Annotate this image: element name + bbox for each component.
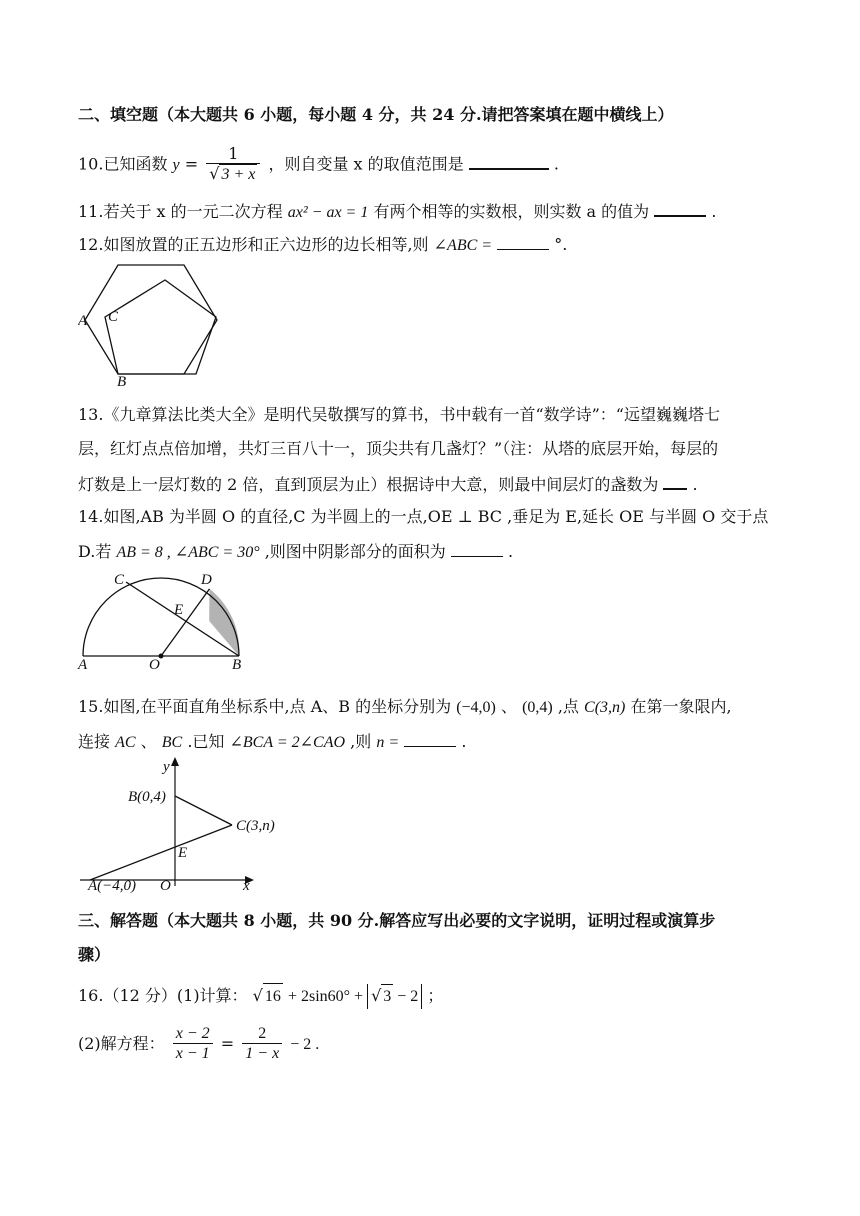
q16-radicand-16: 16 [263, 983, 283, 1010]
q11-text2: 有两个相等的实数根，则实数 a 的值为 [373, 202, 650, 221]
q10-fraction [206, 145, 260, 185]
hexagon-shape [85, 265, 217, 374]
q15-line2a: 连接 [78, 732, 111, 751]
q13-end: . [692, 475, 698, 494]
question-13-line3 [78, 472, 698, 496]
fig15-label-y: y [163, 759, 170, 775]
q16-fraction-1 [173, 1025, 213, 1064]
q10-prefix: 10.已知函数 [78, 154, 168, 174]
question-15-line2 [78, 730, 466, 754]
q15-coord-b: (0,4) [522, 699, 553, 716]
q16-eq: = [220, 1034, 235, 1053]
fig15-label-x: x [243, 878, 250, 894]
q16-end1: ； [427, 986, 444, 1005]
question-11 [78, 199, 716, 224]
q15-line1a: 15.如图,在平面直角坐标系中,点 A、B 的坐标分别为 [78, 697, 452, 716]
question-14-line2 [78, 540, 513, 564]
fig15-label-o: O [160, 878, 171, 894]
q12-answer-blank[interactable] [497, 233, 549, 250]
pentagon-shape [105, 280, 216, 374]
y-axis-arrow-icon [171, 757, 179, 766]
question-15-line1 [78, 696, 732, 719]
q15-bc: BC [161, 734, 183, 751]
q16-f1-den: x − 1 [175, 1045, 210, 1062]
q16-f2-num: 2 [242, 1025, 282, 1044]
q15-condition: ∠BCA = 2∠CAO [229, 734, 346, 751]
q10-y: y [172, 156, 180, 174]
q11-end: . [711, 202, 717, 221]
q15-line1b: ,点 [557, 697, 579, 716]
fig15-label-b: B(0,4) [128, 789, 166, 805]
fig12-label-b: B [117, 374, 127, 390]
q12-text1: 12.如图放置的正五边形和正六边形的边长相等,则 [78, 235, 429, 254]
section2-title: 二、填空题（本大题共 6 小题，每小题 4 分，共 24 分.请把答案填在题中横线上） [78, 105, 674, 124]
q13-line3-text: 灯数是上一层灯数的 2 倍，直到顶层为止）根据诗中大意，则最中间层灯的盏数为 [78, 475, 659, 494]
fig12-label-a: A [78, 313, 88, 329]
q15-end: . [461, 732, 467, 751]
q15-ac: AC [115, 734, 136, 751]
fig14-label-o: O [149, 657, 160, 672]
q10-frac-den: √ 3 + x [209, 164, 256, 183]
q15-coord-c: C(3,n) [584, 699, 626, 716]
section3-title-line2: 骤） [78, 945, 111, 964]
segment-ac [90, 825, 232, 880]
question-16-part1 [78, 983, 443, 1010]
q16-part1-label: 16.（12 分）(1)计算： [78, 986, 248, 1005]
q16-fraction-2 [242, 1025, 282, 1064]
question-12 [78, 233, 567, 257]
q13-answer-blank[interactable] [663, 472, 687, 490]
q15-sep2: 、 [140, 732, 157, 751]
q15-line2b: .已知 [187, 732, 225, 751]
q16-mid: + 2sin60° + [287, 988, 368, 1005]
q11-equation: ax² − ax = 1 [287, 204, 369, 221]
q16-absolute-value: √ 3 − 2 [367, 984, 422, 1009]
fig14-label-a: A [78, 657, 88, 672]
fig14-label-b: B [232, 657, 242, 672]
q14-line2a: D.若 [78, 542, 112, 561]
fig14-label-d: D [201, 572, 212, 588]
q14-end: . [508, 542, 514, 561]
q12-end: °. [554, 235, 568, 254]
q15-sep: 、 [500, 697, 517, 716]
q16-f1-num: x − 2 [173, 1025, 213, 1044]
figure-12 [78, 258, 228, 390]
q10-text: ，则自变量 x 的取值范围是 [268, 154, 464, 174]
question-14-line1: 14.如图,AB 为半圆 O 的直径,C 为半圆上的一点,OE ⊥ BC ,垂足为 E,延长 OE 与半圆 O 交于点 [78, 507, 769, 526]
q14-answer-blank[interactable] [451, 540, 503, 557]
segment-bc [175, 796, 232, 825]
q10-eq: = [184, 154, 199, 174]
figure-14 [76, 568, 256, 672]
q16-sqrt16: √ 16 [253, 986, 283, 1005]
q12-equation: ∠ABC = [433, 237, 493, 254]
q15-coord-a: (−4,0) [456, 699, 496, 716]
segment-od [161, 589, 210, 656]
q16-f2-den: 1 − x [245, 1045, 280, 1062]
question-13-line2: 层，红灯点点倍加增，共灯三百八十一，顶尖共有几盏灯？”（注：从塔的底层开始，每层的 [78, 439, 719, 458]
q10-answer-blank[interactable] [469, 152, 549, 170]
q15-n: n = [376, 734, 400, 751]
fig14-label-c: C [114, 572, 125, 588]
fig12-label-c: C [108, 309, 119, 325]
q14-condition: AB = 8 , ∠ABC = 30° [116, 544, 260, 561]
q14-line2c: ,则图中阴影部分的面积为 [264, 542, 446, 561]
fig15-label-c: C(3,n) [236, 818, 275, 834]
section3-title-line1: 三、解答题（本大题共 8 小题，共 90 分.解答应写出必要的文字说明，证明过程或演算步 [78, 911, 716, 930]
q16-tail: − 2 . [290, 1036, 320, 1053]
q15-line1c: 在第一象限内, [630, 697, 732, 716]
figure-15 [80, 756, 280, 896]
q15-answer-blank[interactable] [404, 730, 456, 747]
q16-radicand-3: 3 [381, 984, 393, 1009]
fig15-label-a: A(−4,0) [88, 878, 137, 894]
q10-radicand: 3 + x [221, 166, 256, 183]
question-10 [78, 145, 559, 185]
q16-abs-tail: − 2 [393, 988, 419, 1005]
q10-frac-num: 1 [206, 145, 260, 164]
q16-part2-label: (2)解方程： [78, 1034, 165, 1053]
q11-text1: 11.若关于 x 的一元二次方程 [78, 202, 283, 221]
q10-end: . [553, 154, 559, 174]
question-13-line1: 13.《九章算法比类大全》是明代吴敬撰写的算书，书中载有一首“数学诗”：“远望巍巍塔七 [78, 405, 720, 424]
question-16-part2 [78, 1022, 319, 1067]
fig15-label-e: E [178, 845, 188, 861]
q15-line2c: ,则 [350, 732, 372, 751]
q11-answer-blank[interactable] [654, 199, 706, 217]
fig14-label-e: E [174, 602, 184, 618]
